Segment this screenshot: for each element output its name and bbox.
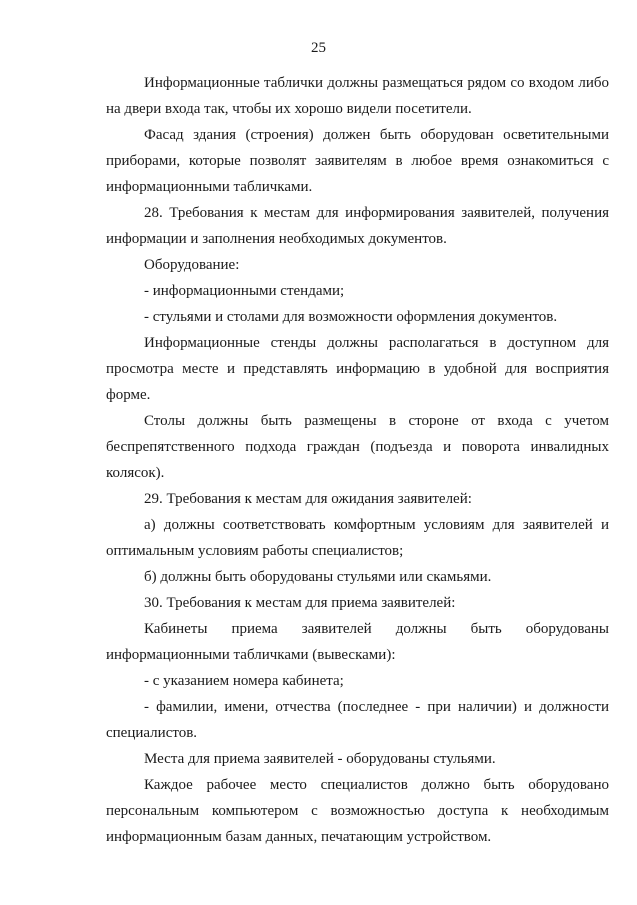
list-item-office-number: - с указанием номера кабинета; [144, 673, 344, 689]
page-number: 25 [311, 40, 326, 56]
paragraph-section-28: 28. Требования к местам для информирования заявителей, получения информации и заполнения необходимых документов. [106, 205, 609, 247]
document-body [106, 70, 609, 850]
paragraph-offices-signs: Кабинеты приема заявителей должны быть оборудованы информационными табличками (вывесками): [106, 621, 609, 663]
list-item-b-seating: б) должны быть оборудованы стульями или скамьями. [144, 569, 492, 585]
list-item-info-stands: - информационными стендами; [144, 283, 345, 299]
paragraph-tables-placement: Столы должны быть размещены в стороне от входа с учетом беспрепятственного подхода граждан (подъезда и поворота инвалидных колясок). [106, 413, 609, 481]
paragraph-equipment-heading: Оборудование: [144, 257, 240, 273]
list-item-specialist-names: - фамилии, имени, отчества (последнее - при наличии) и должности специалистов. [106, 699, 609, 741]
paragraph-section-30: 30. Требования к местам для приема заявителей: [144, 595, 456, 611]
paragraph-facade-lighting: Фасад здания (строения) должен быть оборудован осветительными приборами, которые позволят заявителям в любое время ознакомиться с информационными табличками. [106, 127, 609, 195]
paragraph-reception-seating: Места для приема заявителей - оборудованы стульями. [144, 751, 496, 767]
list-item-a-comfort: а) должны соответствовать комфортным условиям для заявителей и оптимальным условиям работы специалистов; [106, 517, 609, 559]
paragraph-info-stands: Информационные стенды должны располагаться в доступном для просмотра месте и представлять информацию в удобной для восприятия форме. [106, 335, 609, 403]
paragraph-signs-placement: Информационные таблички должны размещаться рядом со входом либо на двери входа так, чтобы их хорошо видели посетители. [106, 75, 609, 117]
paragraph-section-29: 29. Требования к местам для ожидания заявителей: [144, 491, 472, 507]
paragraph-workplace-computer: Каждое рабочее место специалистов должно быть оборудовано персональным компьютером с возможностью доступа к необходимым информационным базам данных, печатающим устройством. [106, 777, 609, 845]
list-item-chairs-tables: - стульями и столами для возможности оформления документов. [144, 309, 558, 325]
